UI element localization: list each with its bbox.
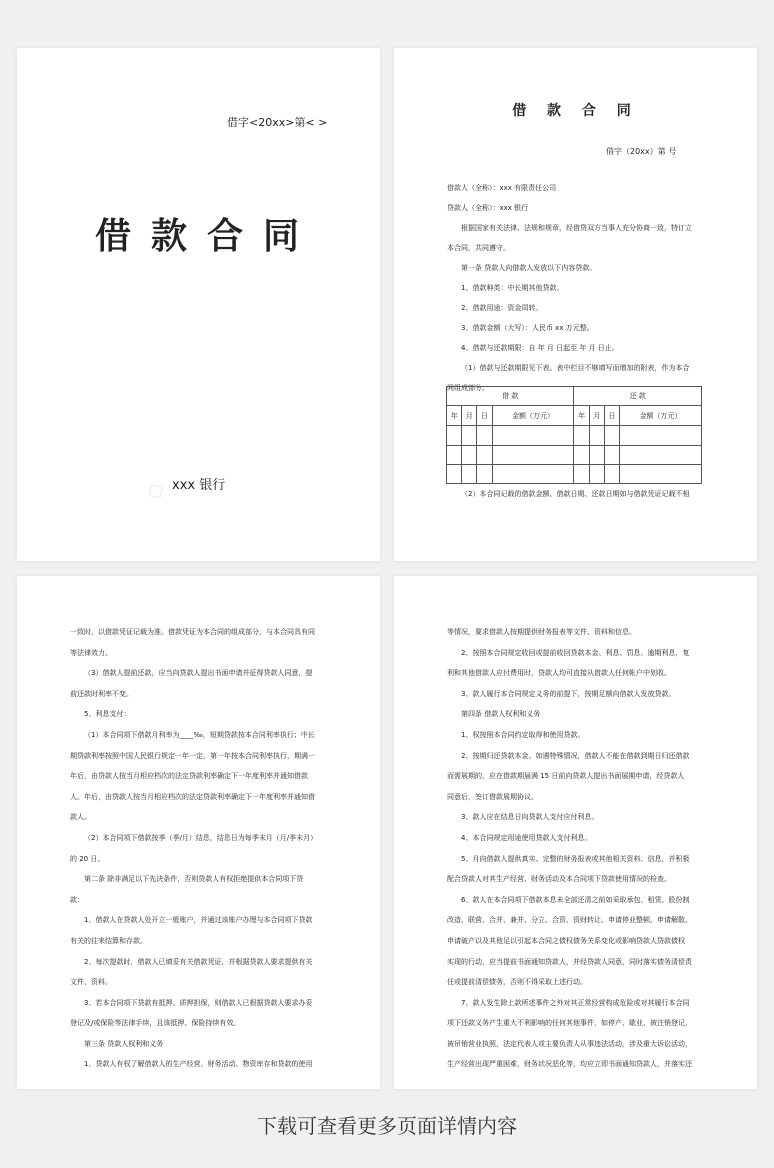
text-line: 登记及/或保险等法律手续，且该抵押、保险持续有效。 [70, 1019, 241, 1028]
text-line: 同组成部分。 [447, 384, 489, 392]
loan-schedule-table [446, 386, 702, 484]
table-column-header: 年 [574, 406, 589, 426]
text-line: 1、借款种类：中长期其他贷款。 [461, 284, 564, 292]
contract-body [447, 622, 705, 1075]
text-line: （1）借款与还款期限见下表。表中栏目不够填写而增加的附表，作为本合 [461, 364, 690, 372]
text-line: 根据国家有关法律、法规和规章，经借贷双方当事人充分协商一致，特订立 [461, 224, 692, 232]
contract-reference: 借字<20xx>第< > [227, 116, 328, 129]
text-line: 4、借款与还款期限：自 年 月 日起至 年 月 日止。 [461, 344, 619, 352]
text-line: 2、借款用途：资金周转。 [461, 304, 543, 312]
text-line: 3、若本合同项下贷款有抵押、质押担保，则借款人已根据贷款人要求办妥 [84, 998, 313, 1007]
text-line: 而需展期的，应在借款期届满 15 日前向贷款人提出书面展期申请，经贷款人 [447, 772, 685, 781]
text-line: 3、款人履行本合同规定义务的前提下，按期足额向借款人发放贷款。 [461, 689, 676, 698]
text-line: 5、利息支付： [84, 710, 131, 719]
table-column-header: 日 [477, 406, 492, 426]
text-line: 配合贷款人对其生产经营、财务活动及本合同项下贷款使用情况的检查。 [447, 875, 671, 884]
text-line: 前还款时利率不变。 [70, 689, 133, 698]
text-line: 项下还款义务产生重大不利影响的任何其他事件，如停产、歇业、被注销登记， [447, 1019, 692, 1028]
table-column-header: 金额（万元） [492, 406, 574, 426]
contract-page-1 [394, 48, 757, 561]
table-column-header: 金额（万元） [620, 406, 702, 426]
text-line: 年后，由贷款人按当月相应档次的法定贷款利率确定下一年度利率并通知借款 [70, 772, 308, 781]
download-hint[interactable]: 下载可查看更多页面详情内容 [257, 1114, 517, 1138]
text-line: 利和其他借款人应付费用时，贷款人均可直接从借款人任何帐户中划收。 [447, 669, 671, 678]
text-line: 7、款人发生除上款所述事件之外对其正常经营构成危险或对其履行本合同 [461, 998, 690, 1007]
text-line: 3、借款金额（大写）：人民币 xx 万元整。 [461, 324, 594, 332]
text-line: 同意后，签订借款展期协议。 [447, 792, 538, 801]
text-line: 第四条 借款人权利和义务 [461, 710, 541, 719]
page-title: 借 款 合 同 [512, 103, 639, 119]
contract-reference: 借字（20xx）第 号 [606, 147, 677, 156]
text-line: 实现的行动，应当提前书面通知贷款人，并经贷款人同意，同时落实债务清偿责 [447, 957, 692, 966]
text-line: 贷款人（全称）：xxx 银行 [447, 204, 529, 212]
text-line: 改造、联营、合并、兼并、分立、合资、资财转让、申请停业整顿、申请解散、 [447, 916, 692, 925]
contract-body [70, 622, 328, 1075]
text-line: 2、按期归还贷款本金。如遇特殊情况，借款人不能在借款到期日归还借款 [461, 751, 690, 760]
text-line: 有关的往来结算和存款。 [70, 936, 147, 945]
text-line: 一致时，以借款凭证记载为准。借款凭证为本合同的组成部分，与本合同具有同 [70, 628, 315, 636]
table-column-header: 年 [447, 406, 462, 426]
table-column-header: 月 [589, 406, 604, 426]
text-line: 4、本合同规定用途使用贷款人支付利息。 [461, 833, 592, 842]
text-line: 生产经营出现严重困难，财务状况恶化等，均应立即书面通知贷款人，并落实还 [447, 1060, 692, 1069]
cover-title: 借款合同 [95, 216, 320, 257]
table-column-header: 月 [462, 406, 477, 426]
text-line: 2、每次提款时，借款人已填妥有关借款凭证，并根据贷款人要求提供有关 [84, 957, 313, 966]
text-line: 第二条 除非满足以下先决条件，否则贷款人有权拒绝提供本合同项下贷 [84, 875, 304, 884]
text-line: 5、月向借款人提供真实、完整的财务报表或其他相关资料、信息，并积极 [461, 854, 690, 863]
table-group-header: 还 款 [574, 387, 702, 406]
text-line: 本合同，共同遵守。 [447, 244, 510, 252]
table-column-header: 日 [604, 406, 619, 426]
bank-name: xxx 银行 [172, 478, 226, 493]
text-line: 等法律效力。 [70, 648, 112, 657]
contract-page-3 [394, 576, 757, 1089]
contract-page-2 [17, 576, 380, 1089]
text-line: 款： [70, 895, 84, 904]
text-line: 期贷款利率按照中国人民银行规定一年一定，第一年按本合同利率执行，期满一 [70, 751, 315, 760]
text-line: 第三条 贷款人权利和义务 [84, 1039, 164, 1048]
text-line: 的 20 日。 [70, 854, 105, 863]
text-line: 任或提前清偿债务，否则不得采取上述行动。 [447, 978, 587, 987]
contract-body [447, 178, 707, 398]
text-line: 款人。 [70, 813, 91, 822]
text-line: （3）借款人提前还款，应当向贷款人提出书面申请并征得贷款人同意，提 [84, 669, 313, 678]
text-line: （1）本合同项下借款月利率为____‰，短期贷款按本合同利率执行；中长 [84, 730, 315, 739]
text-line: 被吊销营业执照，法定代表人或主要负责人从事违法活动，涉及重大诉讼活动， [447, 1039, 692, 1048]
text-line: 人。年后，由贷款人按当月相应档次的法定贷款利率确定下一年度利率并通知借 [70, 792, 315, 801]
text-line: 1、贷款人有权了解借款人的生产经营、财务活动、物资库存和贷款的使用 [84, 1060, 313, 1069]
text-line: （2）本合同项下借款按季（季/月）结息，结息日为每季末月（月/季末月） [84, 833, 318, 842]
table-group-header: 借 款 [447, 387, 574, 406]
text-line: 2、按照本合同规定收回或提前收回贷款本金、利息、罚息、逾期利息，复 [461, 648, 690, 657]
text-line: 第一条 贷款人向借款人发放以下内容贷款。 [461, 264, 597, 272]
contract-text: （2）本合同记载的借款金额、借款日期、还款日期如与借款凭证记载不相 [461, 490, 690, 498]
text-line: 申请破产以及其他足以引起本合同之债权债务关系变化或影响贷款人贷款债权 [447, 936, 685, 945]
cover-page [17, 48, 380, 561]
text-line: 1、借款人在贷款人处开立一般账户，并通过该账户办理与本合同项下贷款 [84, 916, 313, 925]
text-line: 1、权按照本合同约定取得和使用贷款。 [461, 730, 585, 739]
text-line: 等情况，要求借款人按期提供财务报表等文件、资料和信息。 [447, 628, 636, 636]
text-line: 文件、资料。 [70, 978, 112, 987]
text-line: 3、款人应在结息日向贷款人支付应付利息。 [461, 813, 599, 822]
text-line: 借款人（全称）：xxx 有限责任公司 [447, 184, 557, 192]
text-line: 6、款人在本合同项下借款本息未全部还清之前如采取承包、租赁、股份制 [461, 895, 690, 904]
watermark: ◇ [141, 475, 170, 506]
